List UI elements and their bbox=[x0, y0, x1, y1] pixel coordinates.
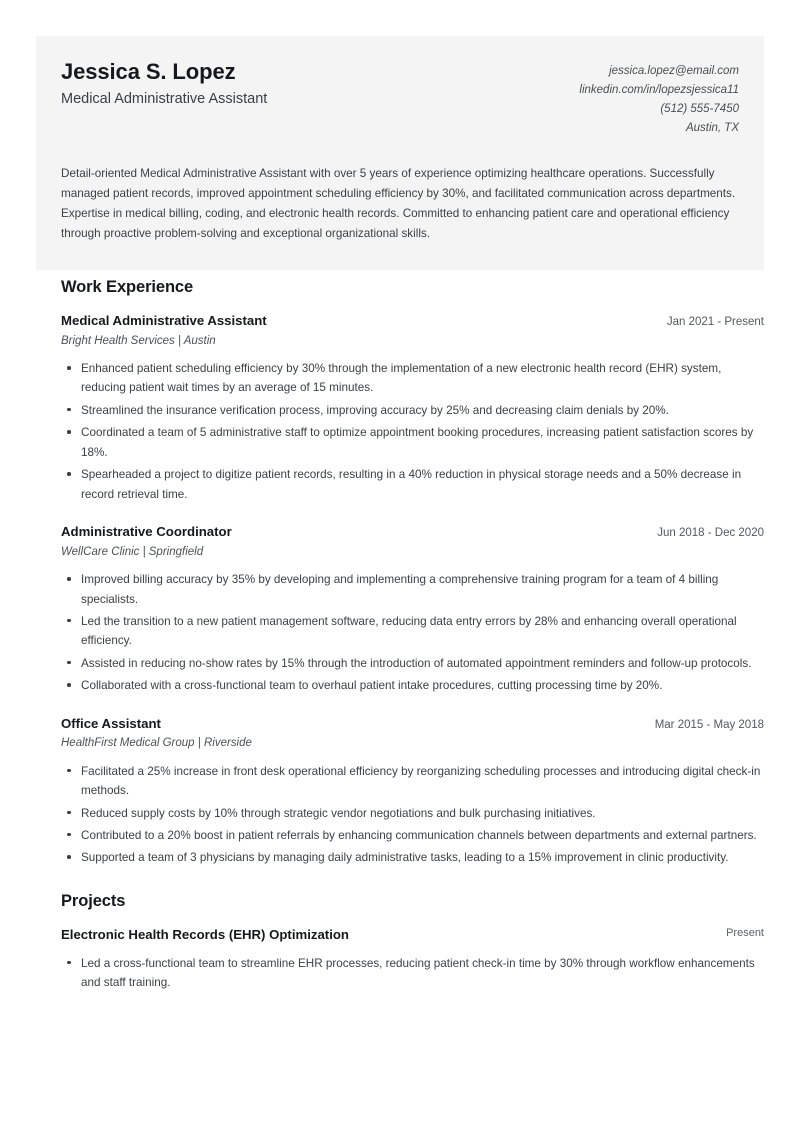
work-entry-title: Medical Administrative Assistant bbox=[61, 313, 267, 328]
bullet-item: Streamlined the insurance verification process, improving accuracy by 25% and decreasing claim denials by 20%. bbox=[61, 401, 764, 420]
section-title-projects: Projects bbox=[61, 891, 126, 910]
contact-linkedin[interactable]: linkedin.com/in/lopezsjessica11 bbox=[579, 83, 739, 96]
work-entry-header bbox=[61, 714, 764, 734]
work-entry-header bbox=[61, 311, 764, 331]
project-entry-title: Electronic Health Records (EHR) Optimization bbox=[61, 926, 349, 942]
contact-location: Austin, TX bbox=[685, 121, 739, 134]
professional-summary: Detail-oriented Medical Administrative Assistant with over 5 years of experience optimizing healthcare operations. Successfully managed patient records, improved appointment scheduling efficiency by 30%, and facilitated communication across departments. Expertise in medical billing, coding, and electronic health records. Committed to enhancing patient care and operational efficiency through proactive problem-solving and exceptional organizational skills. bbox=[61, 166, 736, 241]
resume-body bbox=[61, 278, 764, 995]
work-entry-date: Jan 2021 - Present bbox=[666, 316, 764, 328]
work-entry-title: Office Assistant bbox=[61, 715, 161, 731]
project-entry-header bbox=[61, 925, 764, 945]
work-entry-date: Jun 2018 - Dec 2020 bbox=[657, 527, 764, 540]
header-top-row bbox=[61, 58, 739, 138]
bullet-item: Assisted in reducing no-show rates by 15% through the introduction of automated appointment reminders and follow-up protocols. bbox=[61, 654, 764, 673]
contact-phone[interactable]: (512) 555-7450 bbox=[660, 102, 739, 115]
work-entry-title: Administrative Coordinator bbox=[61, 524, 232, 540]
bullet-item: Led the transition to a new patient management software, reducing data entry errors by 28% and enhancing overall operational efficiency. bbox=[61, 612, 764, 651]
work-entry-organization: Bright Health Services | Austin bbox=[61, 334, 216, 347]
bullet-item: Collaborated with a cross-functional team to overhaul patient intake procedures, cutting processing time by 20%. bbox=[61, 676, 764, 695]
work-entry-bullets bbox=[61, 570, 764, 696]
bullet-item: Led a cross-functional team to streamline EHR processes, reducing patient check-in time by 30% through workflow enhancements and staff training. bbox=[61, 954, 764, 993]
candidate-name: Jessica S. Lopez bbox=[61, 59, 236, 84]
section-work-experience bbox=[61, 278, 764, 868]
work-entry-organization: WellCare Clinic | Springfield bbox=[61, 545, 204, 558]
bullet-item: Contributed to a 20% boost in patient referrals by enhancing communication channels between departments and external partners. bbox=[61, 826, 764, 845]
work-entry-header bbox=[61, 522, 764, 542]
contact-email[interactable]: jessica.lopez@email.com bbox=[609, 65, 739, 77]
contact-details bbox=[579, 58, 739, 138]
work-entry-bullets bbox=[61, 359, 764, 504]
bullet-item: Enhanced patient scheduling efficiency by 30% through the implementation of a new electronic health record (EHR) system, reducing patient wait times by an average of 15 minutes. bbox=[61, 359, 764, 398]
bullet-item: Supported a team of 3 physicians by managing daily administrative tasks, leading to a 15% improvement in clinic productivity. bbox=[61, 848, 764, 867]
bullet-item: Facilitated a 25% increase in front desk operational efficiency by reorganizing scheduling processes and introducing digital check-in methods. bbox=[61, 762, 764, 801]
identity-block bbox=[61, 58, 559, 110]
project-entry-bullets bbox=[61, 954, 764, 993]
candidate-headline: Medical Administrative Assistant bbox=[61, 90, 268, 107]
bullet-item: Spearheaded a project to digitize patient records, resulting in a 40% reduction in physical storage needs and a 50% decrease in record retrieval time. bbox=[61, 465, 764, 504]
resume-header bbox=[36, 36, 764, 270]
work-entry bbox=[61, 714, 764, 868]
bullet-item: Reduced supply costs by 10% through strategic vendor negotiations and bulk purchasing initiatives. bbox=[61, 804, 764, 823]
work-entry-bullets bbox=[61, 762, 764, 868]
work-entry bbox=[61, 522, 764, 696]
project-entry bbox=[61, 925, 764, 993]
section-title-work-experience: Work Experience bbox=[61, 278, 194, 296]
bullet-item: Improved billing accuracy by 35% by developing and implementing a comprehensive training program for a team of 4 billing specialists. bbox=[61, 570, 764, 609]
work-entry-date: Mar 2015 - May 2018 bbox=[654, 718, 764, 731]
bullet-item: Coordinated a team of 5 administrative staff to optimize appointment booking procedures, increasing patient satisfaction scores by 18%. bbox=[61, 423, 764, 462]
work-entry bbox=[61, 311, 764, 504]
project-entry-date: Present bbox=[726, 926, 764, 939]
work-entry-organization: HealthFirst Medical Group | Riverside bbox=[61, 737, 252, 750]
section-projects bbox=[61, 892, 764, 993]
